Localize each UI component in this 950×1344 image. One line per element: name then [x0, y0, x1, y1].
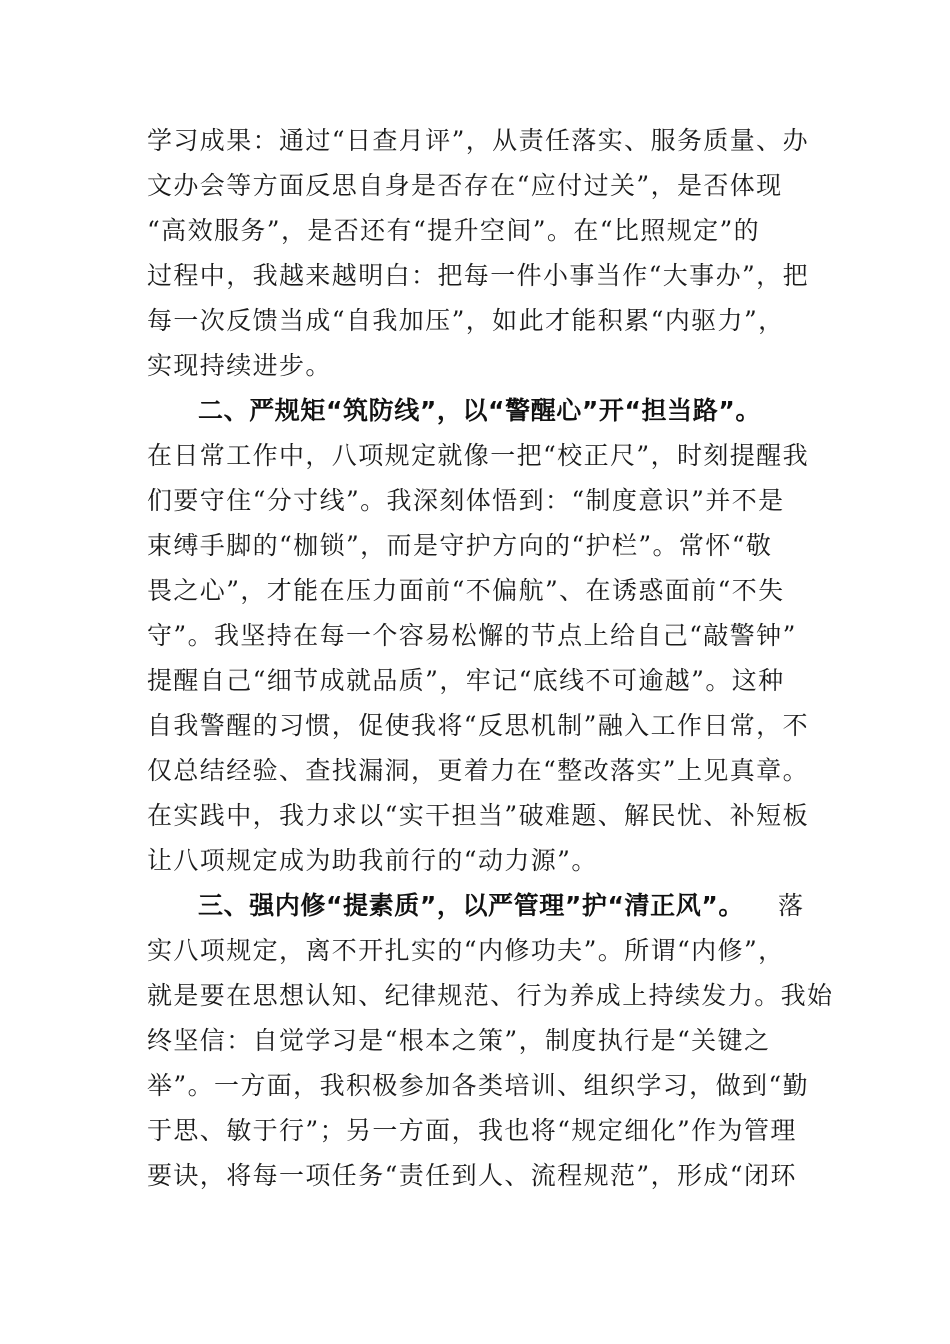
- text-line: 在实践中，我力求以“实干担当”破难题、解民忧、补短板: [147, 801, 809, 830]
- text-line: 在日常工作中，八项规定就像一把“校正尺”，时刻提醒我: [147, 441, 809, 470]
- text-line: 提醒自己“细节成就品质”，牢记“底线不可逾越”。这种: [147, 666, 785, 695]
- text-line: 守”。我坚持在每一个容易松懈的节点上给自己“敲警钟”: [147, 621, 797, 650]
- text-line: 实现持续进步。: [147, 351, 332, 380]
- text-line: 举”。一方面，我积极参加各类培训、组织学习，做到“勤: [147, 1071, 809, 1100]
- text-line: 实八项规定，离不开扎实的“内修功夫”。所谓“内修”，: [147, 936, 785, 965]
- text-line: 终坚信：自觉学习是“根本之策”，制度执行是“关键之: [147, 1026, 771, 1055]
- text-line: 要诀，将每一项任务“责任到人、流程规范”，形成“闭环: [147, 1161, 797, 1190]
- text-line: 就是要在思想认知、纪律规范、行为养成上持续发力。我始: [147, 981, 834, 1010]
- text-line: 仅总结经验、查找漏洞，更着力在“整改落实”上见真章。: [147, 756, 809, 785]
- text-line: 畏之心”，才能在压力面前“不偏航”、在诱惑面前“不失: [147, 576, 785, 605]
- text-line-tail: 落: [778, 891, 805, 920]
- text-line: 让八项规定成为助我前行的“动力源”。: [147, 846, 598, 875]
- text-line: 们要守住“分寸线”。我深刻体悟到：“制度意识”并不是: [147, 486, 785, 515]
- text-line: 每一次反馈当成“自我加压”，如此才能积累“内驱力”，: [147, 306, 785, 335]
- text-line: 于思、敏于行”；另一方面，我也将“规定细化”作为管理: [147, 1116, 797, 1145]
- text-line: 学习成果：通过“日查月评”，从责任落实、服务质量、办: [147, 126, 809, 155]
- text-line: “高效服务”，是否还有“提升空间”。在“比照规定”的: [147, 216, 761, 245]
- text-line: 束缚手脚的“枷锁”，而是守护方向的“护栏”。常怀“敬: [147, 531, 773, 560]
- text-line: 过程中，我越来越明白：把每一件小事当作“大事办”，把: [147, 261, 809, 290]
- text-line: 自我警醒的习惯，促使我将“反思机制”融入工作日常，不: [147, 711, 809, 740]
- section-heading: 三、强内修“提素质”，以严管理”护“清正风”。: [198, 891, 744, 920]
- text-line: 文办会等方面反思自身是否存在“应付过关”，是否体现: [147, 171, 783, 200]
- section-heading: 二、严规矩“筑防线”，以“警醒心”开“担当路”。: [198, 396, 761, 425]
